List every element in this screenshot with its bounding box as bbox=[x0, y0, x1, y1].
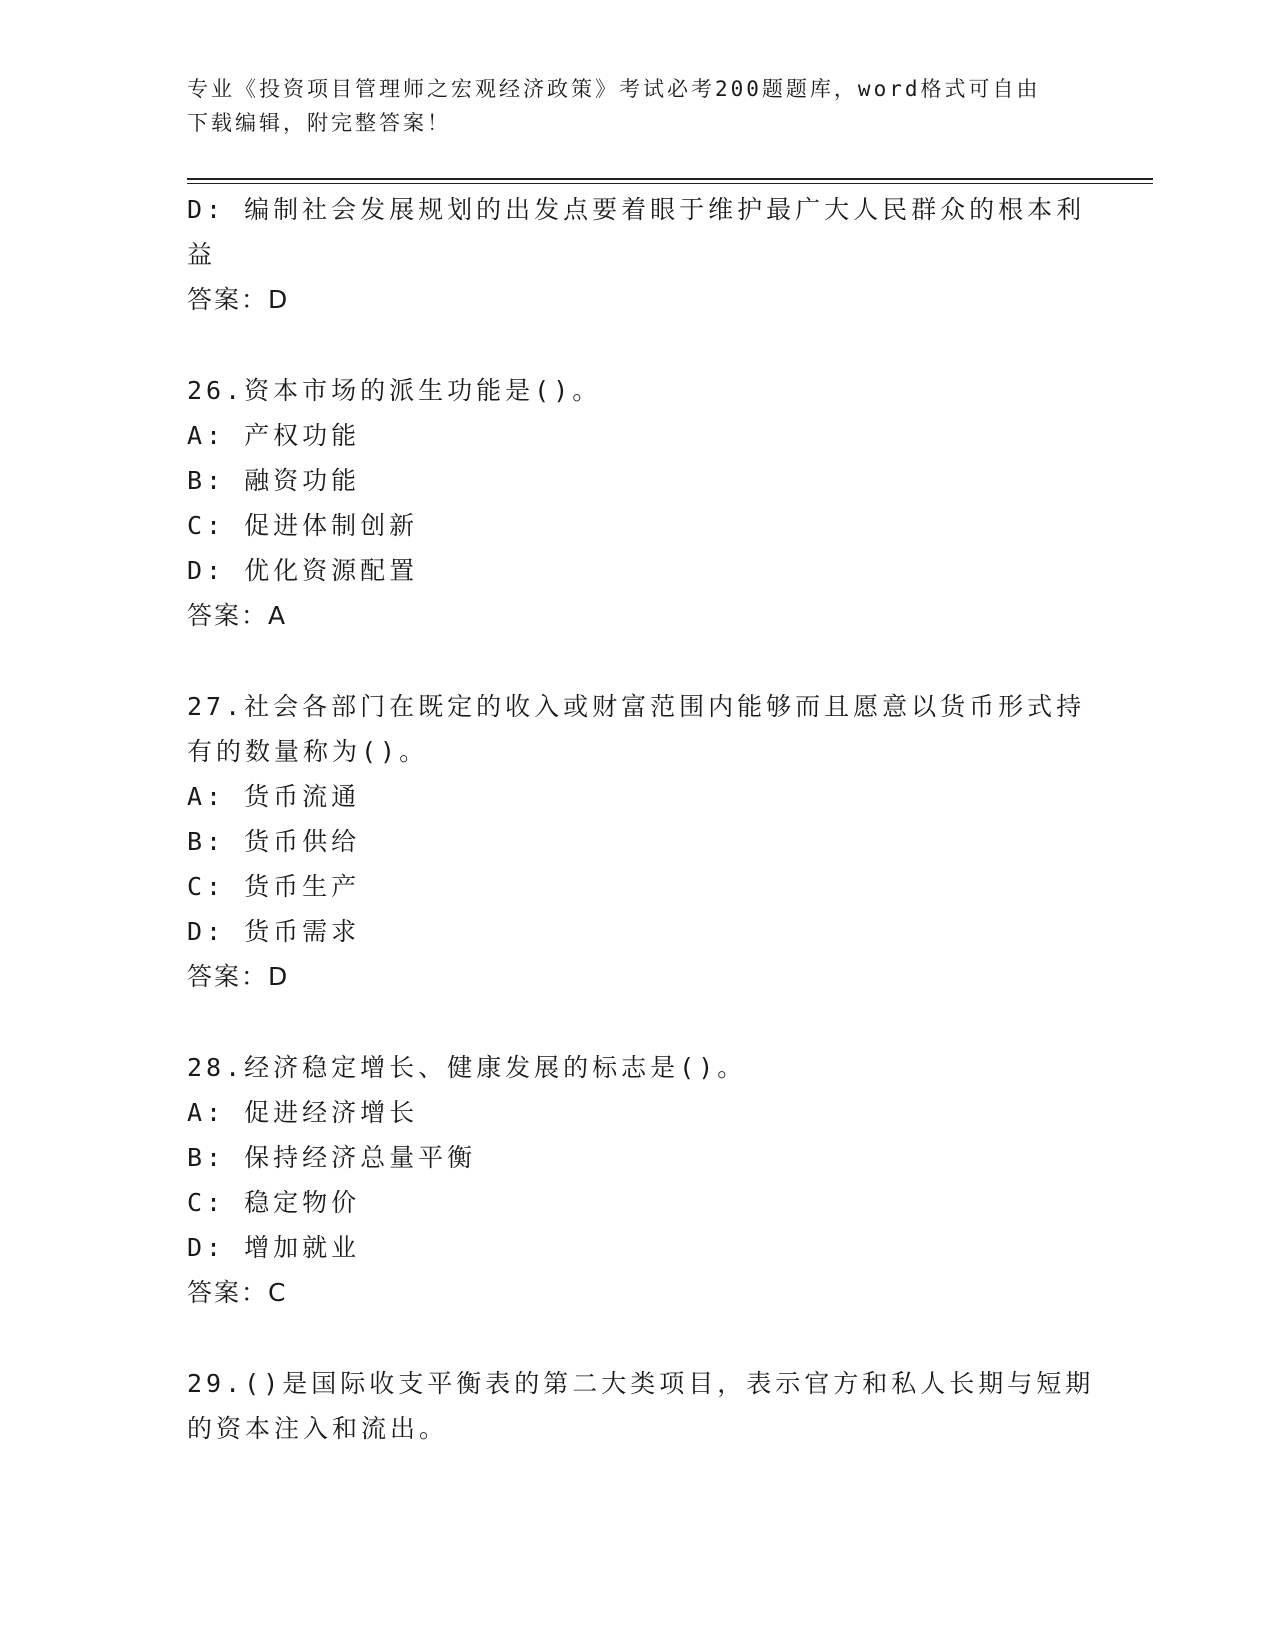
option-b: B: 保持经济总量平衡 bbox=[187, 1143, 477, 1172]
question-27 bbox=[187, 684, 1086, 999]
option-d: D: 增加就业 bbox=[187, 1233, 361, 1262]
document-header bbox=[187, 72, 1067, 140]
option-d: D: 编制社会发展规划的出发点要着眼于维护最广大人民群众的根本利 bbox=[187, 195, 1086, 224]
header-line-2: 下载编辑，附完整答案！ bbox=[187, 111, 451, 135]
spacer bbox=[187, 999, 1077, 1045]
question-stem: 28.经济稳定增长、健康发展的标志是()。 bbox=[187, 1053, 747, 1082]
option-a: A: 产权功能 bbox=[187, 421, 361, 450]
answer: 答案：C bbox=[187, 1278, 288, 1307]
option-a: A: 货币流通 bbox=[187, 782, 361, 811]
question-26 bbox=[187, 368, 1077, 638]
answer: 答案：D bbox=[187, 285, 290, 314]
option-d-continuation: 益 bbox=[187, 240, 217, 269]
question-28 bbox=[187, 1045, 1077, 1315]
option-d: D: 优化资源配置 bbox=[187, 556, 419, 585]
option-b: B: 货币供给 bbox=[187, 827, 361, 856]
option-c: C: 稳定物价 bbox=[187, 1188, 361, 1217]
header-rule-thick bbox=[187, 178, 1153, 180]
question-29 bbox=[187, 1361, 1095, 1451]
answer: 答案：D bbox=[187, 962, 290, 991]
question-stem-continuation: 有的数量称为()。 bbox=[187, 737, 429, 766]
option-d: D: 货币需求 bbox=[187, 917, 361, 946]
header-line-1: 专业《投资项目管理师之宏观经济政策》考试必考200题题库，word格式可自由 bbox=[187, 77, 1041, 101]
answer: 答案：A bbox=[187, 601, 288, 630]
previous-question-tail bbox=[187, 187, 1086, 322]
question-stem: 26.资本市场的派生功能是()。 bbox=[187, 376, 602, 405]
option-b: B: 融资功能 bbox=[187, 466, 361, 495]
spacer bbox=[187, 1315, 1077, 1361]
question-stem: 27.社会各部门在既定的收入或财富范围内能够而且愿意以货币形式持 bbox=[187, 692, 1086, 721]
question-stem: 29.()是国际收支平衡表的第二大类项目，表示官方和私人长期与短期 bbox=[187, 1369, 1095, 1398]
spacer bbox=[187, 638, 1077, 684]
option-c: C: 促进体制创新 bbox=[187, 511, 419, 540]
header-rule-thin bbox=[187, 183, 1153, 184]
spacer bbox=[187, 322, 1077, 368]
option-c: C: 货币生产 bbox=[187, 872, 361, 901]
question-list bbox=[187, 187, 1095, 1451]
question-stem-continuation: 的资本注入和流出。 bbox=[187, 1414, 449, 1443]
option-a: A: 促进经济增长 bbox=[187, 1098, 419, 1127]
